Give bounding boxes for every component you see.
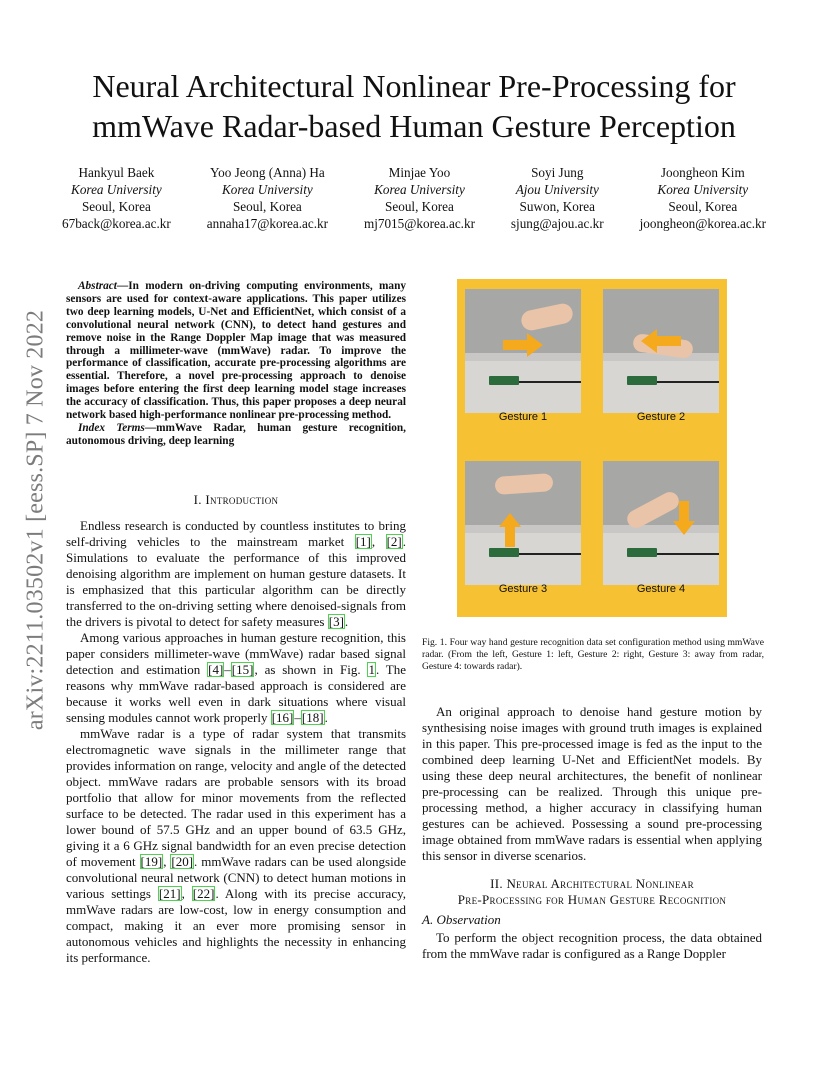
citation-link[interactable]: [20] [171,854,194,869]
author-location: Seoul, Korea [81,199,151,214]
author-affiliation: Korea University [71,182,162,197]
subsection-heading: A. Observation [422,912,501,927]
intro-paragraph: mmWave radar is a type of radar system that transmits electromagnetic wave signals in the millimeter range that provides information on range, velocity and angle of the detected object. mmWave radars are probable sensors with its broad portfolio that allow for minor movements from the reflected surface to be detected. The radar used in this experiment has a lower bound of 57.5 GHz and an upper bound of 63.5 GHz, giving it a 6 GHz signal bandwidth for an even precise detection of movement [19], [20]. mmWave radars can be used alongside convolutional neural network (CNN) to detect human motions in various settings [21], [22]. Along with its precise accuracy, mmWave radars are low-cost, low in energy consumption and compact, making it an ever more promising sensor in autonomous vehicles and highlights the necessity in enhancing its performance. [66,726,406,965]
author [511,164,604,232]
author-email: mj7015@korea.ac.kr [363,216,475,231]
citation-link[interactable]: [21] [158,886,181,901]
author-name: Soyi Jung [531,165,584,180]
gesture-panel [459,451,587,597]
citation-link[interactable]: [1] [355,534,371,549]
author-name: Joongheon Kim [660,165,745,180]
author [207,164,328,232]
body-paragraph: An original approach to denoise hand gesture motion by synthesising noise images with ground truth images is explained in this paper. This pre-processed image is fed as the input to the combined deep learning U-Net and EfficientNet models. By using these deep neural architectures, the benefit of nonlinear pre-processing can be realized. Through this unique pre-processing method, a higher accuracy in classifying human gestures can be achieved. Possessing a sound pre-processing image obtained from mmWave radars is essential when applying this sensor in diverse scenarios. [422,704,762,863]
gesture-photo [603,461,719,585]
gesture-panel [459,279,587,425]
arrow-down-icon [673,501,695,535]
author-email: joongheon@korea.ac.kr [639,216,766,231]
title-line-1: Neural Architectural Nonlinear Pre-Processing for [92,68,736,104]
abstract-text: —In modern on-driving computing environments, many sensors are used for context-aware applications. This paper utilizes two deep learning models, U-Net and EfficientNet, which consist of a convolutional neural network (CNN), to detect hand gestures and remove noise in the Range Doppler Map image that was measured through a millimeter-wave (mmWave) radar. To improve the performance of classification, accurate pre-processing algorithms are essential. Therefore, a novel pre-processing approach to denoise images before entering the first deep learning model stage increases the accuracy of classification. Thus, this paper proposes a deep neural network based high-performance nonlinear pre-processing method. [66,280,406,422]
gesture-figure [457,279,727,617]
author-location: Suwon, Korea [519,199,595,214]
gesture-panel [597,279,725,425]
author-name: Yoo Jeong (Anna) Ha [209,165,325,180]
citation-link[interactable]: [15] [231,662,254,677]
author-affiliation: Ajou University [515,182,599,197]
author-email: 67back@korea.ac.kr [62,216,171,231]
gesture-label: Gesture 2 [636,411,686,423]
section-introduction [66,492,406,966]
figure-caption: Fig. 1. Four way hand gesture recognition data set configuration method using mmWave radar. (From the left, Gesture 1: left, Gesture 2: right, Gesture 3: away from radar, Gesture 4: towards radar). [422,637,764,672]
citation-link[interactable]: [4] [208,662,224,677]
figure-link[interactable]: 1 [368,662,375,677]
arxiv-identifier [22,270,50,770]
index-terms [66,422,406,448]
citation-link[interactable]: [3] [328,614,344,629]
body-paragraph: To perform the object recognition process, the data obtained from the mmWave radar is configured as a Range Doppler [422,930,762,961]
citation-link[interactable]: [22] [192,886,215,901]
author-affiliation: Korea University [222,182,313,197]
arrow-right-icon [503,333,543,357]
gesture-photo [465,289,581,413]
arrow-left-icon [641,329,681,353]
section-heading: I. Introduction [193,492,279,507]
gesture-panel [597,451,725,597]
section-heading: II. Neural Architectural Nonlinear [490,876,694,891]
intro-paragraph: Endless research is conducted by countless institutes to bring self-driving vehicles to the mainstream market [1], [2]. Simulations to evaluate the performance of this improved denoising algorithm are implement on human gesture datasets. It is emphasized that this particular algorithm can be directly transferred to the on-driving setting where denoised-signals from the drivers is pivotal to detect for safety measures [3]. [66,518,406,629]
author-location: Seoul, Korea [232,199,302,214]
author [364,164,475,232]
gesture-photo [603,289,719,413]
author [62,164,171,232]
arxiv-identifier-text: arXiv:2211.03502v1 [eess.SP] 7 Nov 2022 [22,309,49,731]
author-email: sjung@ajou.ac.kr [510,216,604,231]
gesture-label: Gesture 1 [498,411,548,423]
author-affiliation: Korea University [657,182,749,197]
author-email: annaha17@korea.ac.kr [206,216,328,231]
gesture-photo [465,461,581,585]
citation-link[interactable]: [16] [271,710,294,725]
citation-link[interactable]: [2] [386,534,402,549]
author-name: Minjae Yoo [388,165,451,180]
citation-link[interactable]: [19] [140,854,163,869]
gesture-label: Gesture 4 [636,583,686,595]
intro-paragraph: Among various approaches in human gesture recognition, this paper considers millimeter-wave (mmWave) radar based signal detection and estimation [4]–[15], as shown in Fig. 1. The reasons why mmWave radar-based approach is considered are because it works well even in dark situations where visual sensing modules cannot work properly [16]–[18]. [66,630,407,725]
abstract-paragraph [66,280,406,422]
author-name: Hankyul Baek [78,165,155,180]
author [640,164,766,232]
paper-title [60,66,768,146]
arrow-up-icon [499,513,521,547]
section-heading: Pre-Processing for Human Gesture Recognition [457,892,727,907]
index-terms-label: Index Terms [78,421,145,434]
citation-link[interactable]: [18] [301,710,324,725]
index-terms-text: —mmWave Radar, human gesture recognition, autonomous driving, deep learning [66,421,406,447]
author-affiliation: Korea University [374,182,465,197]
author-location: Seoul, Korea [385,199,454,214]
author-block [62,164,766,232]
title-line-2: mmWave Radar-based Human Gesture Perception [92,108,736,144]
author-location: Seoul, Korea [668,199,738,214]
abstract [66,280,406,448]
gesture-label: Gesture 3 [498,583,548,595]
abstract-label: Abstract [78,280,117,292]
right-column-text [422,704,762,962]
